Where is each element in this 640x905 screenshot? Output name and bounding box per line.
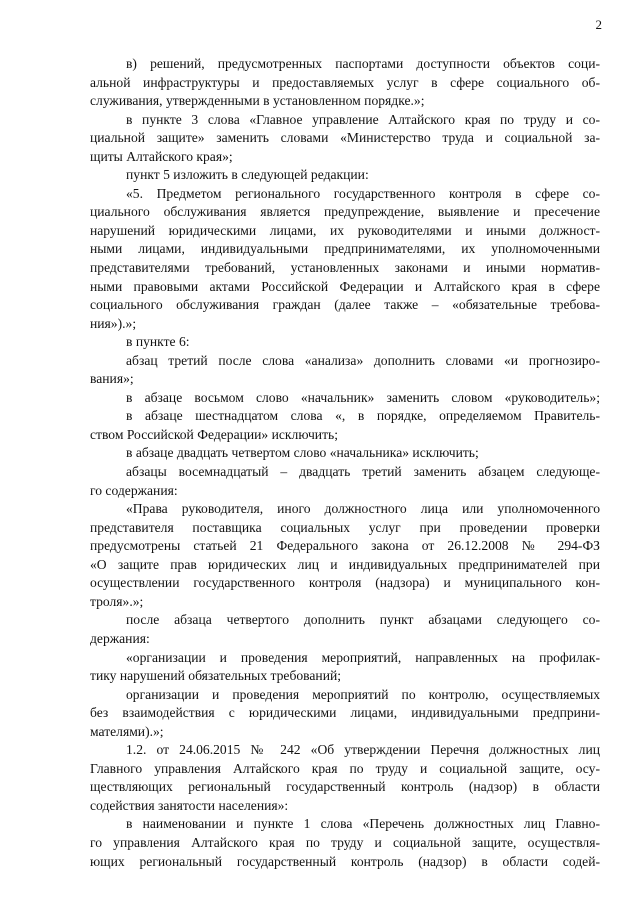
text-line: го содержания:: [90, 482, 178, 498]
document-body: [90, 55, 600, 871]
text-line: «организации и проведения мероприятий, направленных на профилак-: [126, 649, 600, 665]
text-line: предусмотрены статьей 21 Федерального закона от 26.12.2008 № 294-ФЗ: [90, 538, 600, 554]
text-line: в) решений, предусмотренных паспортами доступности объектов соци-: [126, 56, 600, 71]
text-line: циального обслуживания является предупреждение, выявление и пресечение: [90, 204, 600, 220]
text-line: организации и проведения мероприятий по контролю, осуществляемых: [126, 686, 600, 702]
text-line: «5. Предметом регионального государственного контроля в сфере со-: [126, 185, 600, 201]
text-line: представителями требований, установленных законами и иными норматив-: [90, 260, 600, 276]
text-line: альной инфраструктуры и предоставляемых услуг в сфере социального об-: [90, 74, 600, 90]
text-line: ния»).»;: [90, 315, 137, 331]
text-line: ществляющих региональный государственный контроль (надзор) в области: [90, 779, 600, 795]
text-line: держания:: [90, 630, 150, 646]
text-line: ющих региональный государственный контроль (надзор) в области содей-: [90, 853, 600, 869]
text-line: в абзаце шестнадцатом слова «, в порядке, определяемом Правитель-: [126, 408, 600, 424]
text-line: служивания, утвержденными в установленном порядке.»;: [90, 93, 425, 109]
text-line: циальной защите» заменить словами «Министерство труда и социальной за-: [90, 130, 600, 146]
text-line: нарушений юридическими лицами, их руководителями и иными должност-: [90, 222, 600, 238]
text-line: представителя поставщика социальных услуг при проведении проверки: [90, 519, 600, 535]
text-line: троля».»;: [90, 593, 144, 609]
text-line: содействия занятости населения»:: [90, 797, 289, 813]
text-line: в пункте 3 слова «Главное управление Алтайского края по труду и со-: [126, 111, 600, 127]
text-line: «Права руководителя, иного должностного лица или уполномоченного: [126, 501, 600, 517]
text-line: 1.2. от 24.06.2015 № 242 «Об утверждении Перечня должностных лиц: [126, 742, 600, 758]
text-line: без взаимодействия с юридическими лицами, индивидуальными предприни-: [90, 705, 600, 721]
text-line: ными правовыми актами Российской Федерации и Алтайского края в сфере: [90, 278, 600, 294]
text-line: ными лицами, индивидуальными предпринимателями, их уполномоченными: [90, 241, 600, 257]
text-line: социального обслуживания граждан (далее также – «обязательные требова-: [90, 297, 600, 313]
text-line: осуществлении государственного контроля (надзора) и муниципального кон-: [90, 575, 600, 591]
text-line: щиты Алтайского края»;: [90, 148, 233, 164]
text-line: ством Российской Федерации» исключить;: [90, 426, 338, 442]
text-line: пункт 5 изложить в следующей редакции:: [126, 167, 369, 183]
text-line: абзацы восемнадцатый – двадцать третий заменить абзацем следующе-: [126, 464, 600, 480]
text-line: в абзаце двадцать четвертом слово «начальника» исключить;: [126, 445, 479, 461]
text-line: мателями).»;: [90, 723, 164, 739]
page-number: 2: [595, 17, 602, 32]
text-line: в абзаце восьмом слово «начальник» заменить словом «руководитель»;: [126, 389, 600, 405]
text-line: вания»;: [90, 371, 134, 387]
text-line: го управления Алтайского края по труду и социальной защите, осуществля-: [90, 834, 600, 850]
text-line: «О защите прав юридических лиц и индивидуальных предпринимателей при: [90, 556, 600, 572]
text-line: в пункте 6:: [126, 334, 190, 350]
text-line: в наименовании и пункте 1 слова «Перечень должностных лиц Главно-: [126, 816, 600, 832]
text-line: Главного управления Алтайского края по труду и социальной защите, осу-: [90, 760, 600, 776]
text-line: тику нарушений обязательных требований;: [90, 668, 342, 684]
text-line: после абзаца четвертого дополнить пункт абзацами следующего со-: [126, 612, 600, 628]
text-line: абзац третий после слова «анализа» дополнить словами «и прогнозиро-: [126, 352, 600, 368]
